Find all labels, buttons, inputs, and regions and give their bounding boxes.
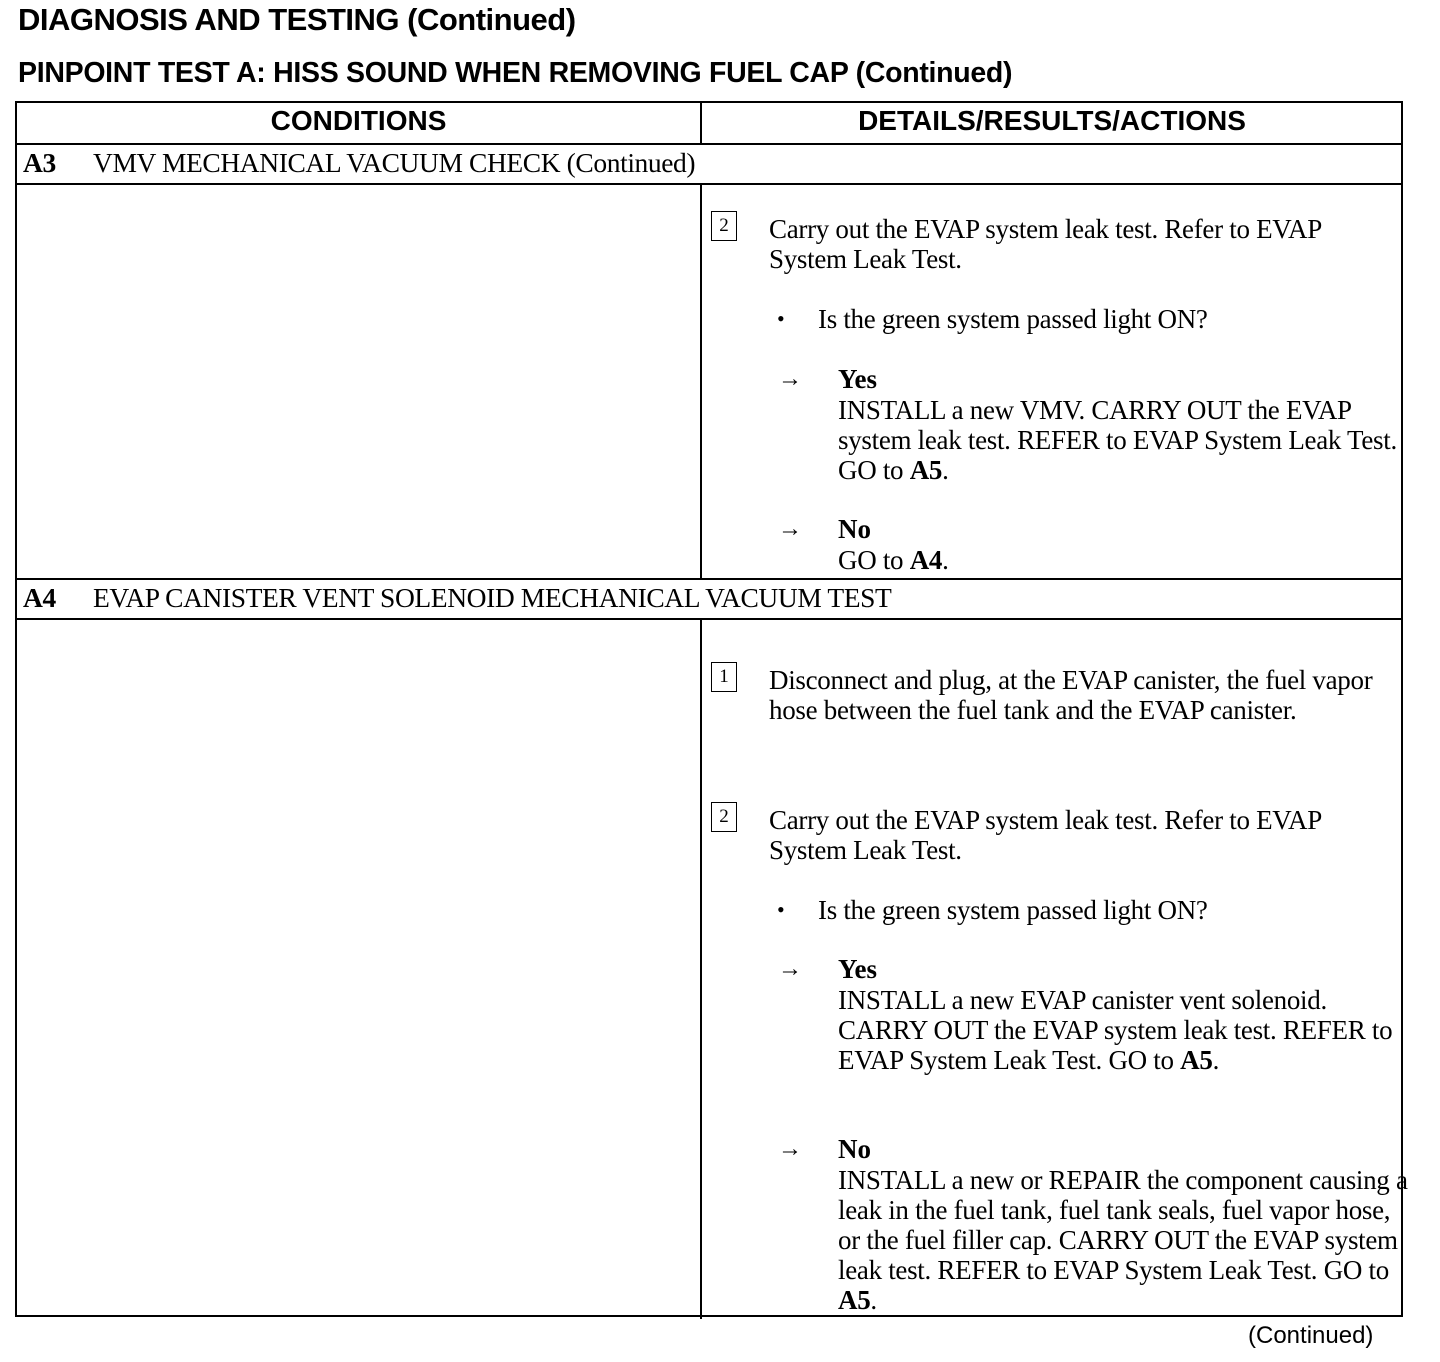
page-title: DIAGNOSIS AND TESTING (Continued)	[18, 2, 576, 37]
no-action: INSTALL a new or REPAIR the component causing a leak in the fuel tank, fuel tank seals, fuel vapor hose, or the fuel filler cap. CARRY OUT the EVAP system leak test. REFER to EVAP System Leak Test. GO to A5.	[838, 1165, 1408, 1315]
step-question: Is the green system passed light ON?	[818, 895, 1208, 925]
step-number-box: 2	[711, 802, 737, 832]
no-action: GO to A4.	[838, 545, 949, 575]
arrow-right-icon: →	[778, 366, 802, 392]
goto-step: A4	[909, 545, 943, 575]
a4-column-divider	[700, 619, 702, 1319]
header-row-divider	[17, 143, 1401, 145]
yes-action: INSTALL a new EVAP canister vent solenoid. CARRY OUT the EVAP system leak test. REFER to EVAP System Leak Test. GO to A5.	[838, 985, 1393, 1075]
no-label: No	[838, 514, 871, 544]
step-number-box: 2	[711, 211, 737, 241]
step-number-box: 1	[711, 662, 737, 692]
goto-step: A5	[1180, 1045, 1213, 1075]
arrow-right-icon: →	[778, 516, 802, 542]
goto-step: A5	[838, 1285, 871, 1315]
a4-title-divider	[17, 618, 1401, 620]
section-a4-title-row	[23, 582, 891, 614]
arrow-right-icon: →	[778, 956, 802, 982]
continued-footer: (Continued)	[1248, 1322, 1374, 1349]
yes-action: INSTALL a new VMV. CARRY OUT the EVAP system leak test. REFER to EVAP System Leak Test. GO to A5.	[838, 395, 1397, 485]
step-question: Is the green system passed light ON?	[818, 304, 1208, 334]
section-title: EVAP CANISTER VENT SOLENOID MECHANICAL VACUUM TEST	[93, 582, 892, 613]
goto-step: A5	[909, 455, 943, 485]
no-label: No	[838, 1134, 871, 1164]
section-a3-title-row	[23, 147, 695, 179]
bullet-icon: •	[777, 897, 785, 922]
section-id: A4	[23, 582, 56, 613]
step-instruction: Disconnect and plug, at the EVAP canister, the fuel vapor hose between the fuel tank and the EVAP canister.	[769, 665, 1373, 725]
section-title: VMV MECHANICAL VACUUM CHECK (Continued)	[93, 147, 696, 178]
details-column-header: DETAILS/RESULTS/ACTIONS	[858, 105, 1246, 136]
conditions-column-header: CONDITIONS	[270, 105, 447, 136]
step-instruction: Carry out the EVAP system leak test. Refer to EVAP System Leak Test.	[769, 214, 1321, 274]
step-instruction: Carry out the EVAP system leak test. Refer to EVAP System Leak Test.	[769, 805, 1321, 865]
a3-title-divider	[17, 183, 1401, 185]
a3-column-divider	[700, 184, 702, 579]
section-id: A3	[23, 147, 56, 178]
arrow-right-icon: →	[778, 1136, 802, 1162]
bullet-icon: •	[777, 306, 785, 331]
yes-label: Yes	[838, 364, 877, 394]
pinpoint-test-title: PINPOINT TEST A: HISS SOUND WHEN REMOVING FUEL CAP (Continued)	[18, 57, 1013, 89]
a4-section-divider	[17, 578, 1401, 580]
pinpoint-test-table	[15, 101, 1408, 1317]
yes-label: Yes	[838, 954, 877, 984]
